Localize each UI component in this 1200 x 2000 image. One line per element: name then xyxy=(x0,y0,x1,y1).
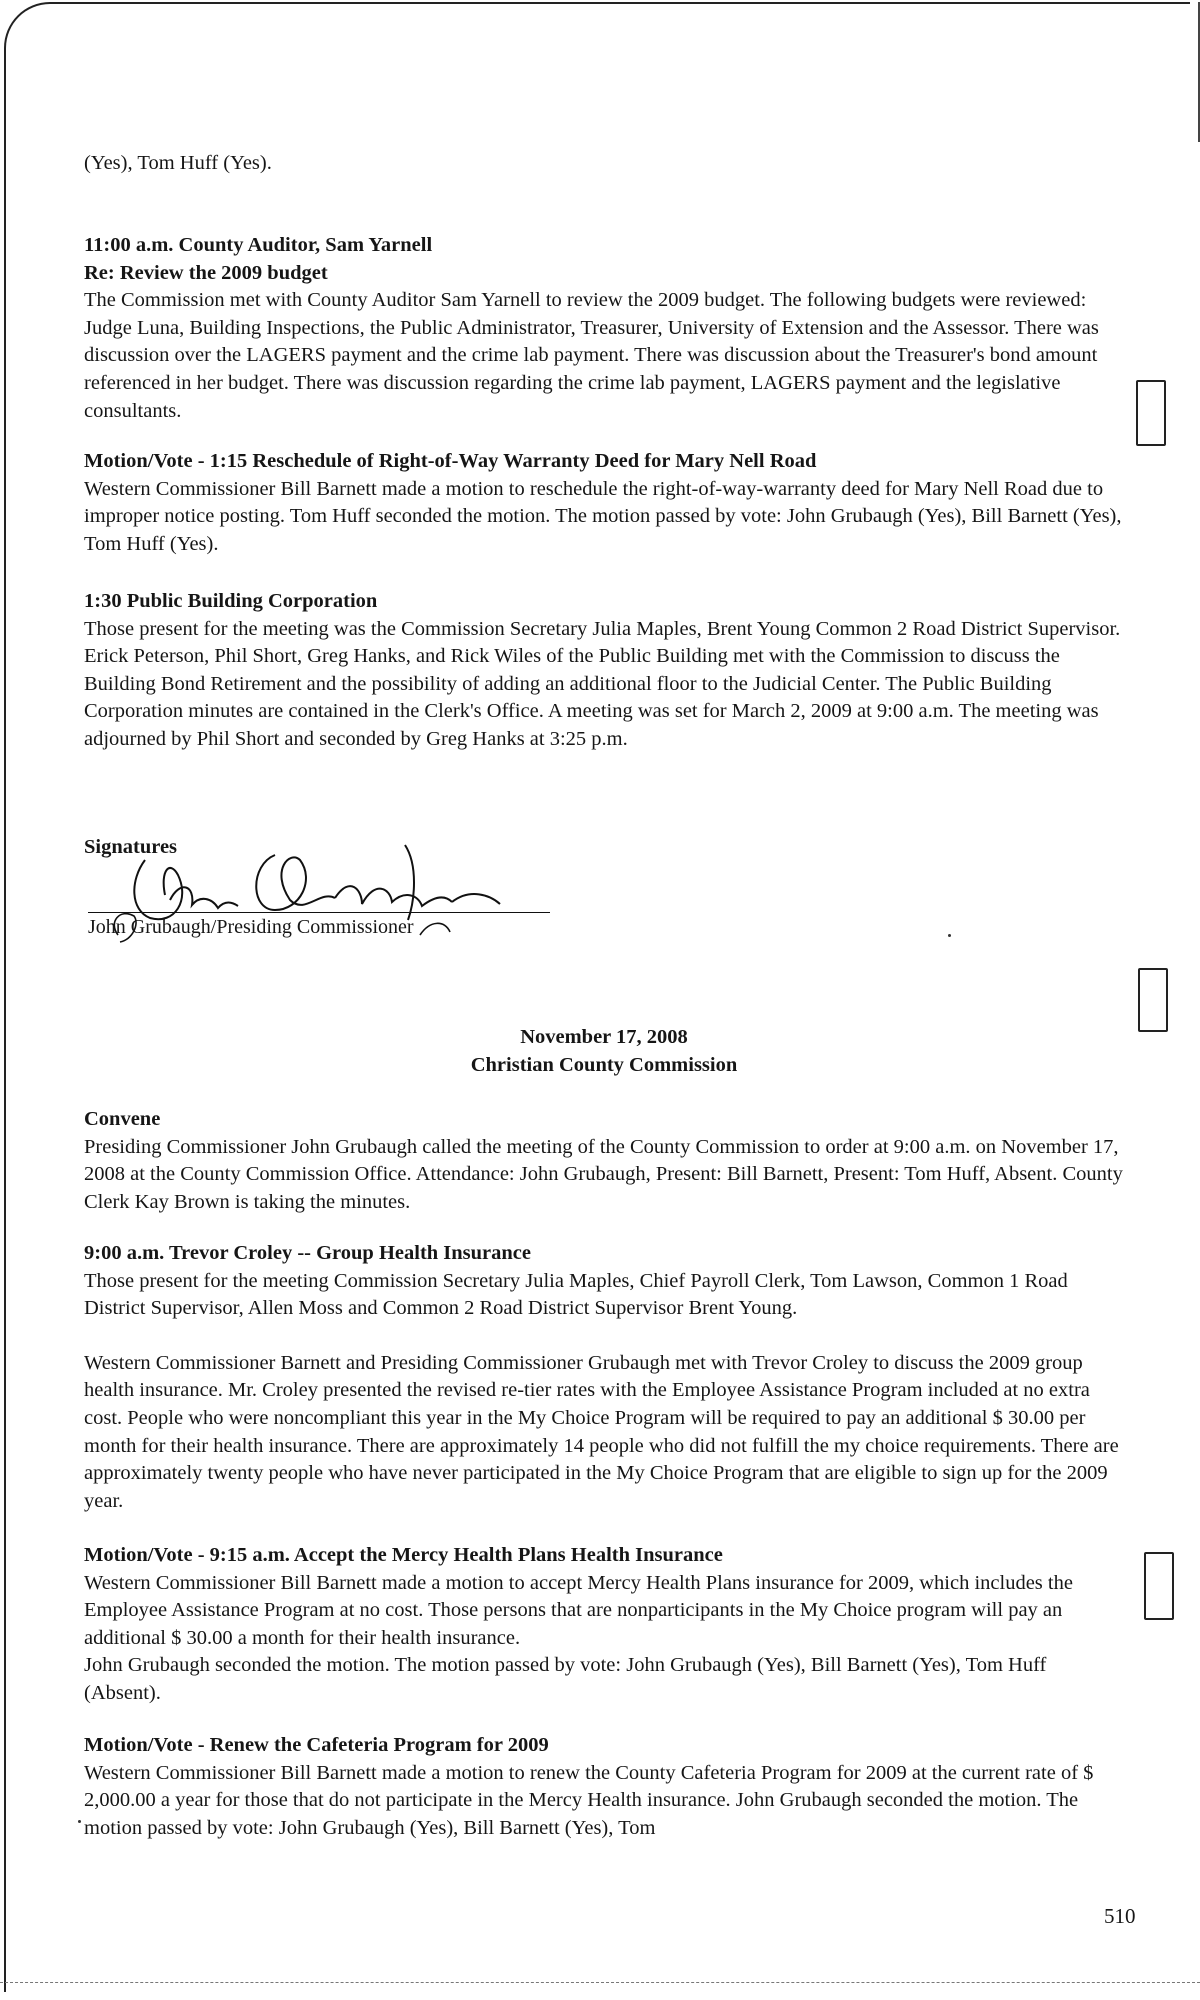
page-number: 510 xyxy=(1104,1904,1136,1928)
health-section xyxy=(84,1240,1124,1515)
row-motion-body: Western Commissioner Bill Barnett made a motion to reschedule the right-of-way-warranty deed for Mary Nell Road due to improper notice posting. Tom Huff seconded the motion. The motion passed by vote: John Grubaugh (Yes), Bill Barnett (Yes), Tom Huff (Yes). xyxy=(84,477,1122,555)
signatures-heading: Signatures xyxy=(84,836,178,858)
signature-caption: John Grubaugh/Presiding Commissioner xyxy=(88,916,414,938)
signature-line xyxy=(88,912,550,913)
pbc-section xyxy=(84,588,1124,754)
mercy-motion-vote: John Grubaugh seconded the motion. The motion passed by vote: John Grubaugh (Yes), Bill Barnett (Yes), Tom Huff (Absent). xyxy=(84,1654,1047,1704)
cafeteria-motion-heading: Motion/Vote - Renew the Cafeteria Program for 2009 xyxy=(84,1734,549,1756)
pbc-attendees: Those present for the meeting was the Commission Secretary Julia Maples, Brent Young Common 2 Road District Supervisor. xyxy=(84,617,1121,640)
auditor-body: The Commission met with County Auditor Sam Yarnell to review the 2009 budget. The following budgets were reviewed: Judge Luna, Building Inspections, the Public Administrator, Treasurer, University of Extension and the Assessor. There was discussion over the LAGERS payment and the crime lab payment. There was discussion about the Treasurer's bond amount referenced in her budget. There was discussion regarding the crime lab payment, LAGERS payment and the legislative consultants. xyxy=(84,289,1099,422)
pbc-heading: 1:30 Public Building Corporation xyxy=(84,590,378,612)
margin-checkbox xyxy=(1136,380,1166,446)
convene-section xyxy=(84,1106,1124,1216)
auditor-heading: 11:00 a.m. County Auditor, Sam Yarnell xyxy=(84,234,433,256)
row-motion-section xyxy=(84,448,1124,558)
page-bottom-edge xyxy=(0,1982,1200,1985)
cafeteria-motion-body: Western Commissioner Bill Barnett made a motion to renew the County Cafeteria Program for 2009 at the current rate of $ 2,000.00 a year for those that do not participate in the Mercy Health insurance. John Grubaugh seconded the motion. The motion passed by vote: John Grubaugh (Yes), Bill Barnett (Yes), Tom xyxy=(84,1761,1094,1839)
convene-heading: Convene xyxy=(84,1108,161,1130)
mercy-motion-section xyxy=(84,1542,1124,1708)
margin-checkbox xyxy=(1138,968,1168,1032)
health-attendees: Those present for the meeting Commission Secretary Julia Maples, Chief Payroll Clerk, Tom Lawson, Common 1 Road District Supervisor, Allen Moss and Common 2 Road District Supervisor Brent Young. xyxy=(84,1269,1068,1320)
scan-speck xyxy=(78,1820,81,1823)
page-edge xyxy=(1192,2,1200,142)
meeting-body-name: Christian County Commission xyxy=(470,1053,738,1076)
meeting-date: November 17, 2008 xyxy=(520,1026,688,1048)
convene-body: Presiding Commissioner John Grubaugh called the meeting of the County Commission to order at 9:00 a.m. on November 17, 2008 at the County Commission Office. Attendance: John Grubaugh, Present: Bill Barnett, Present: Tom Huff, Absent. County Clerk Kay Brown is taking the minutes. xyxy=(84,1135,1123,1213)
cafeteria-motion-section xyxy=(84,1732,1124,1842)
meeting-header xyxy=(84,1024,1124,1079)
continuation-text: (Yes), Tom Huff (Yes). xyxy=(84,152,272,174)
auditor-section xyxy=(84,232,1124,425)
health-heading: 9:00 a.m. Trevor Croley -- Group Health Insurance xyxy=(84,1242,531,1264)
mercy-motion-body: Western Commissioner Bill Barnett made a motion to accept Mercy Health Plans insurance for 2009, which includes the Employee Assistance Program at no cost. Those persons that are nonparticipants in the My Choice program will pay an additional $ 30.00 a month for their health insurance. xyxy=(84,1571,1073,1649)
auditor-subheading: Re: Review the 2009 budget xyxy=(84,261,328,284)
row-motion-heading: Motion/Vote - 1:15 Reschedule of Right-of-Way Warranty Deed for Mary Nell Road xyxy=(84,450,817,472)
margin-checkbox xyxy=(1144,1552,1174,1620)
pbc-body: Erick Peterson, Phil Short, Greg Hanks, and Rick Wiles of the Public Building met with the Commission to discuss the Building Bond Retirement and the possibility of adding an additional floor to the Judicial Center. The Public Building Corporation minutes are contained in the Clerk's Office. A meeting was set for March 2, 2009 at 9:00 a.m. The meeting was adjourned by Phil Short and seconded by Greg Hanks at 3:25 p.m. xyxy=(84,645,1099,750)
health-body: Western Commissioner Barnett and Presiding Commissioner Grubaugh met with Trevor Croley to discuss the 2009 group health insurance. Mr. Croley presented the revised re-tier rates with the Employee Assistance Program included at no extra cost. People who were noncompliant this year in the My Choice Program will be required to pay an additional $ 30.00 per month for their health insurance. There are approximately 14 people who did not fulfill the my choice requirements. There are approximately twenty people who have never participated in the My Choice Program that are eligible to sign up for the 2009 year. xyxy=(84,1351,1119,1512)
mercy-motion-heading: Motion/Vote - 9:15 a.m. Accept the Mercy Health Plans Health Insurance xyxy=(84,1544,723,1566)
scan-speck xyxy=(948,934,951,937)
